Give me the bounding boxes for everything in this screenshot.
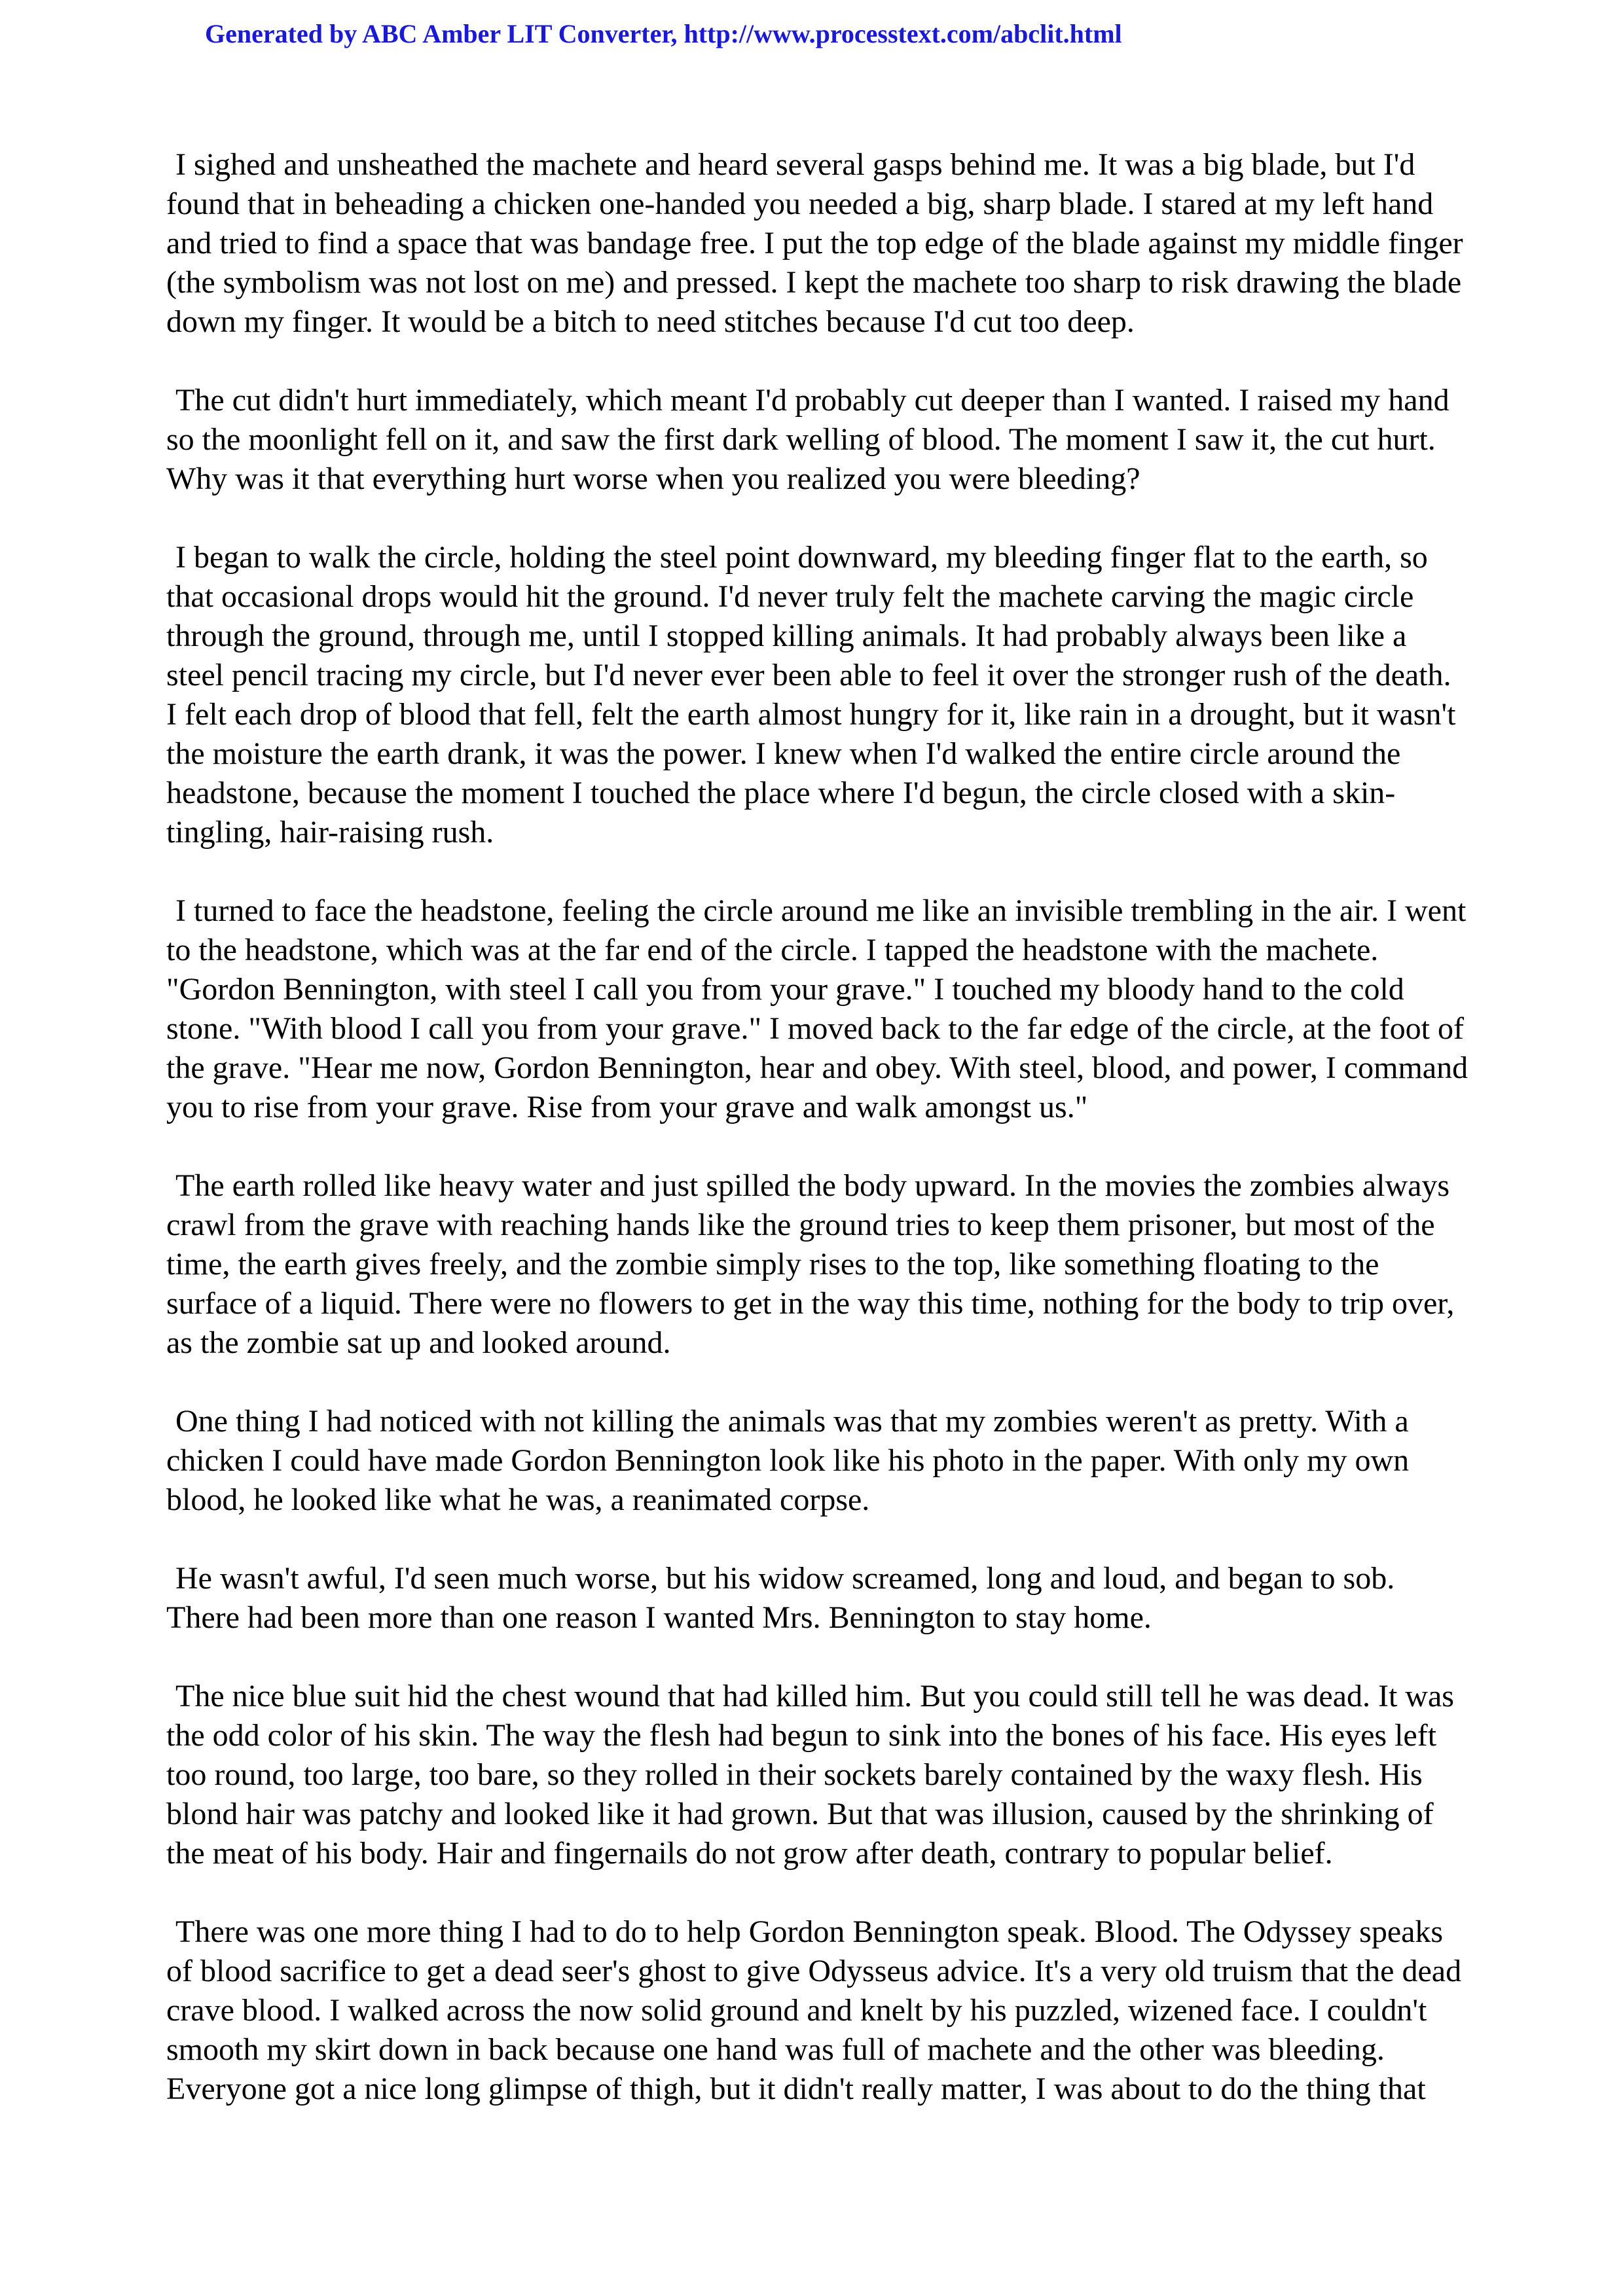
- paragraph: I sighed and unsheathed the machete and heard several gasps behind me. It was a big blade, but I'd found that in beheading a chicken one-handed you needed a big, sharp blade. I stared at my left hand and tried to find a space that was bandage free. I put the top edge of the blade against my middle finger (the symbolism was not lost on me) and pressed. I kept the machete too sharp to risk drawing the blade down my finger. It would be a bitch to need stitches because I'd cut too deep.: [166, 147, 1463, 339]
- document-body: [166, 145, 1469, 2148]
- paragraph: One thing I had noticed with not killing the animals was that my zombies weren't as pretty. With a chicken I could have made Gordon Bennington look like his photo in the paper. With only my own blood, he looked like what he was, a reanimated corpse.: [166, 1404, 1410, 1517]
- paragraph: I turned to face the headstone, feeling the circle around me like an invisible trembling in the air. I went to the headstone, which was at the far end of the circle. I tapped the headstone with the machete. "Gordon Bennington, with steel I call you from your grave." I touched my bloody hand to the cold stone. "With blood I call you from your grave." I moved back to the far edge of the circle, at the foot of the grave. "Hear me now, Gordon Bennington, hear and obey. With steel, blood, and power, I command you to rise from your grave. Rise from your grave and walk amongst us.": [166, 893, 1468, 1124]
- paragraph: The earth rolled like heavy water and just spilled the body upward. In the movies the zombies always crawl from the grave with reaching hands like the ground tries to keep them prisoner, but most of the time, the earth gives freely, and the zombie simply rises to the top, like something floating to the surface of a liquid. There were no flowers to get in the way this time, nothing for the body to trip over, as the zombie sat up and looked around.: [166, 1168, 1455, 1360]
- paragraph: The cut didn't hurt immediately, which meant I'd probably cut deeper than I wanted. I raised my hand so the moonlight fell on it, and saw the first dark welling of blood. The moment I saw it, the cut hurt. Why was it that everything hurt worse when you realized you were bleeding?: [166, 383, 1450, 496]
- generator-link[interactable]: Generated by ABC Amber LIT Converter, http://www.processtext.com/abclit.html: [205, 19, 1122, 48]
- paragraph: The nice blue suit hid the chest wound that had killed him. But you could still tell he was dead. It was the odd color of his skin. The way the flesh had begun to sink into the bones of his face. His eyes left too round, too large, too bare, so they rolled in their sockets barely contained by the waxy flesh. His blond hair was patchy and looked like it had grown. But that was illusion, caused by the shrinking of the meat of his body. Hair and fingernails do not grow after death, contrary to popular belief.: [166, 1679, 1454, 1871]
- paragraph: He wasn't awful, I'd seen much worse, but his widow screamed, long and loud, and began to sob. There had been more than one reason I wanted Mrs. Bennington to stay home.: [166, 1561, 1395, 1635]
- paragraph: There was one more thing I had to do to help Gordon Bennington speak. Blood. The Odyssey speaks of blood sacrifice to get a dead seer's ghost to give Odysseus advice. It's a very old truism that the dead crave blood. I walked across the now solid ground and knelt by his puzzled, wizened face. I couldn't smooth my skirt down in back because one hand was full of machete and the other was bleeding. Everyone got a nice long glimpse of thigh, but it didn't really matter, I was about to do the thing that: [166, 1914, 1462, 2106]
- paragraph: I began to walk the circle, holding the steel point downward, my bleeding finger flat to the earth, so that occasional drops would hit the ground. I'd never truly felt the machete carving the magic circle through the ground, through me, until I stopped killing animals. It had probably always been like a steel pencil tracing my circle, but I'd never ever been able to feel it over the stronger rush of the death. I felt each drop of blood that fell, felt the earth almost hungry for it, like rain in a drought, but it wasn't the moisture the earth drank, it was the power. I knew when I'd walked the entire circle around the headstone, because the moment I touched the place where I'd begun, the circle closed with a skin-tingling, hair-raising rush.: [166, 540, 1456, 850]
